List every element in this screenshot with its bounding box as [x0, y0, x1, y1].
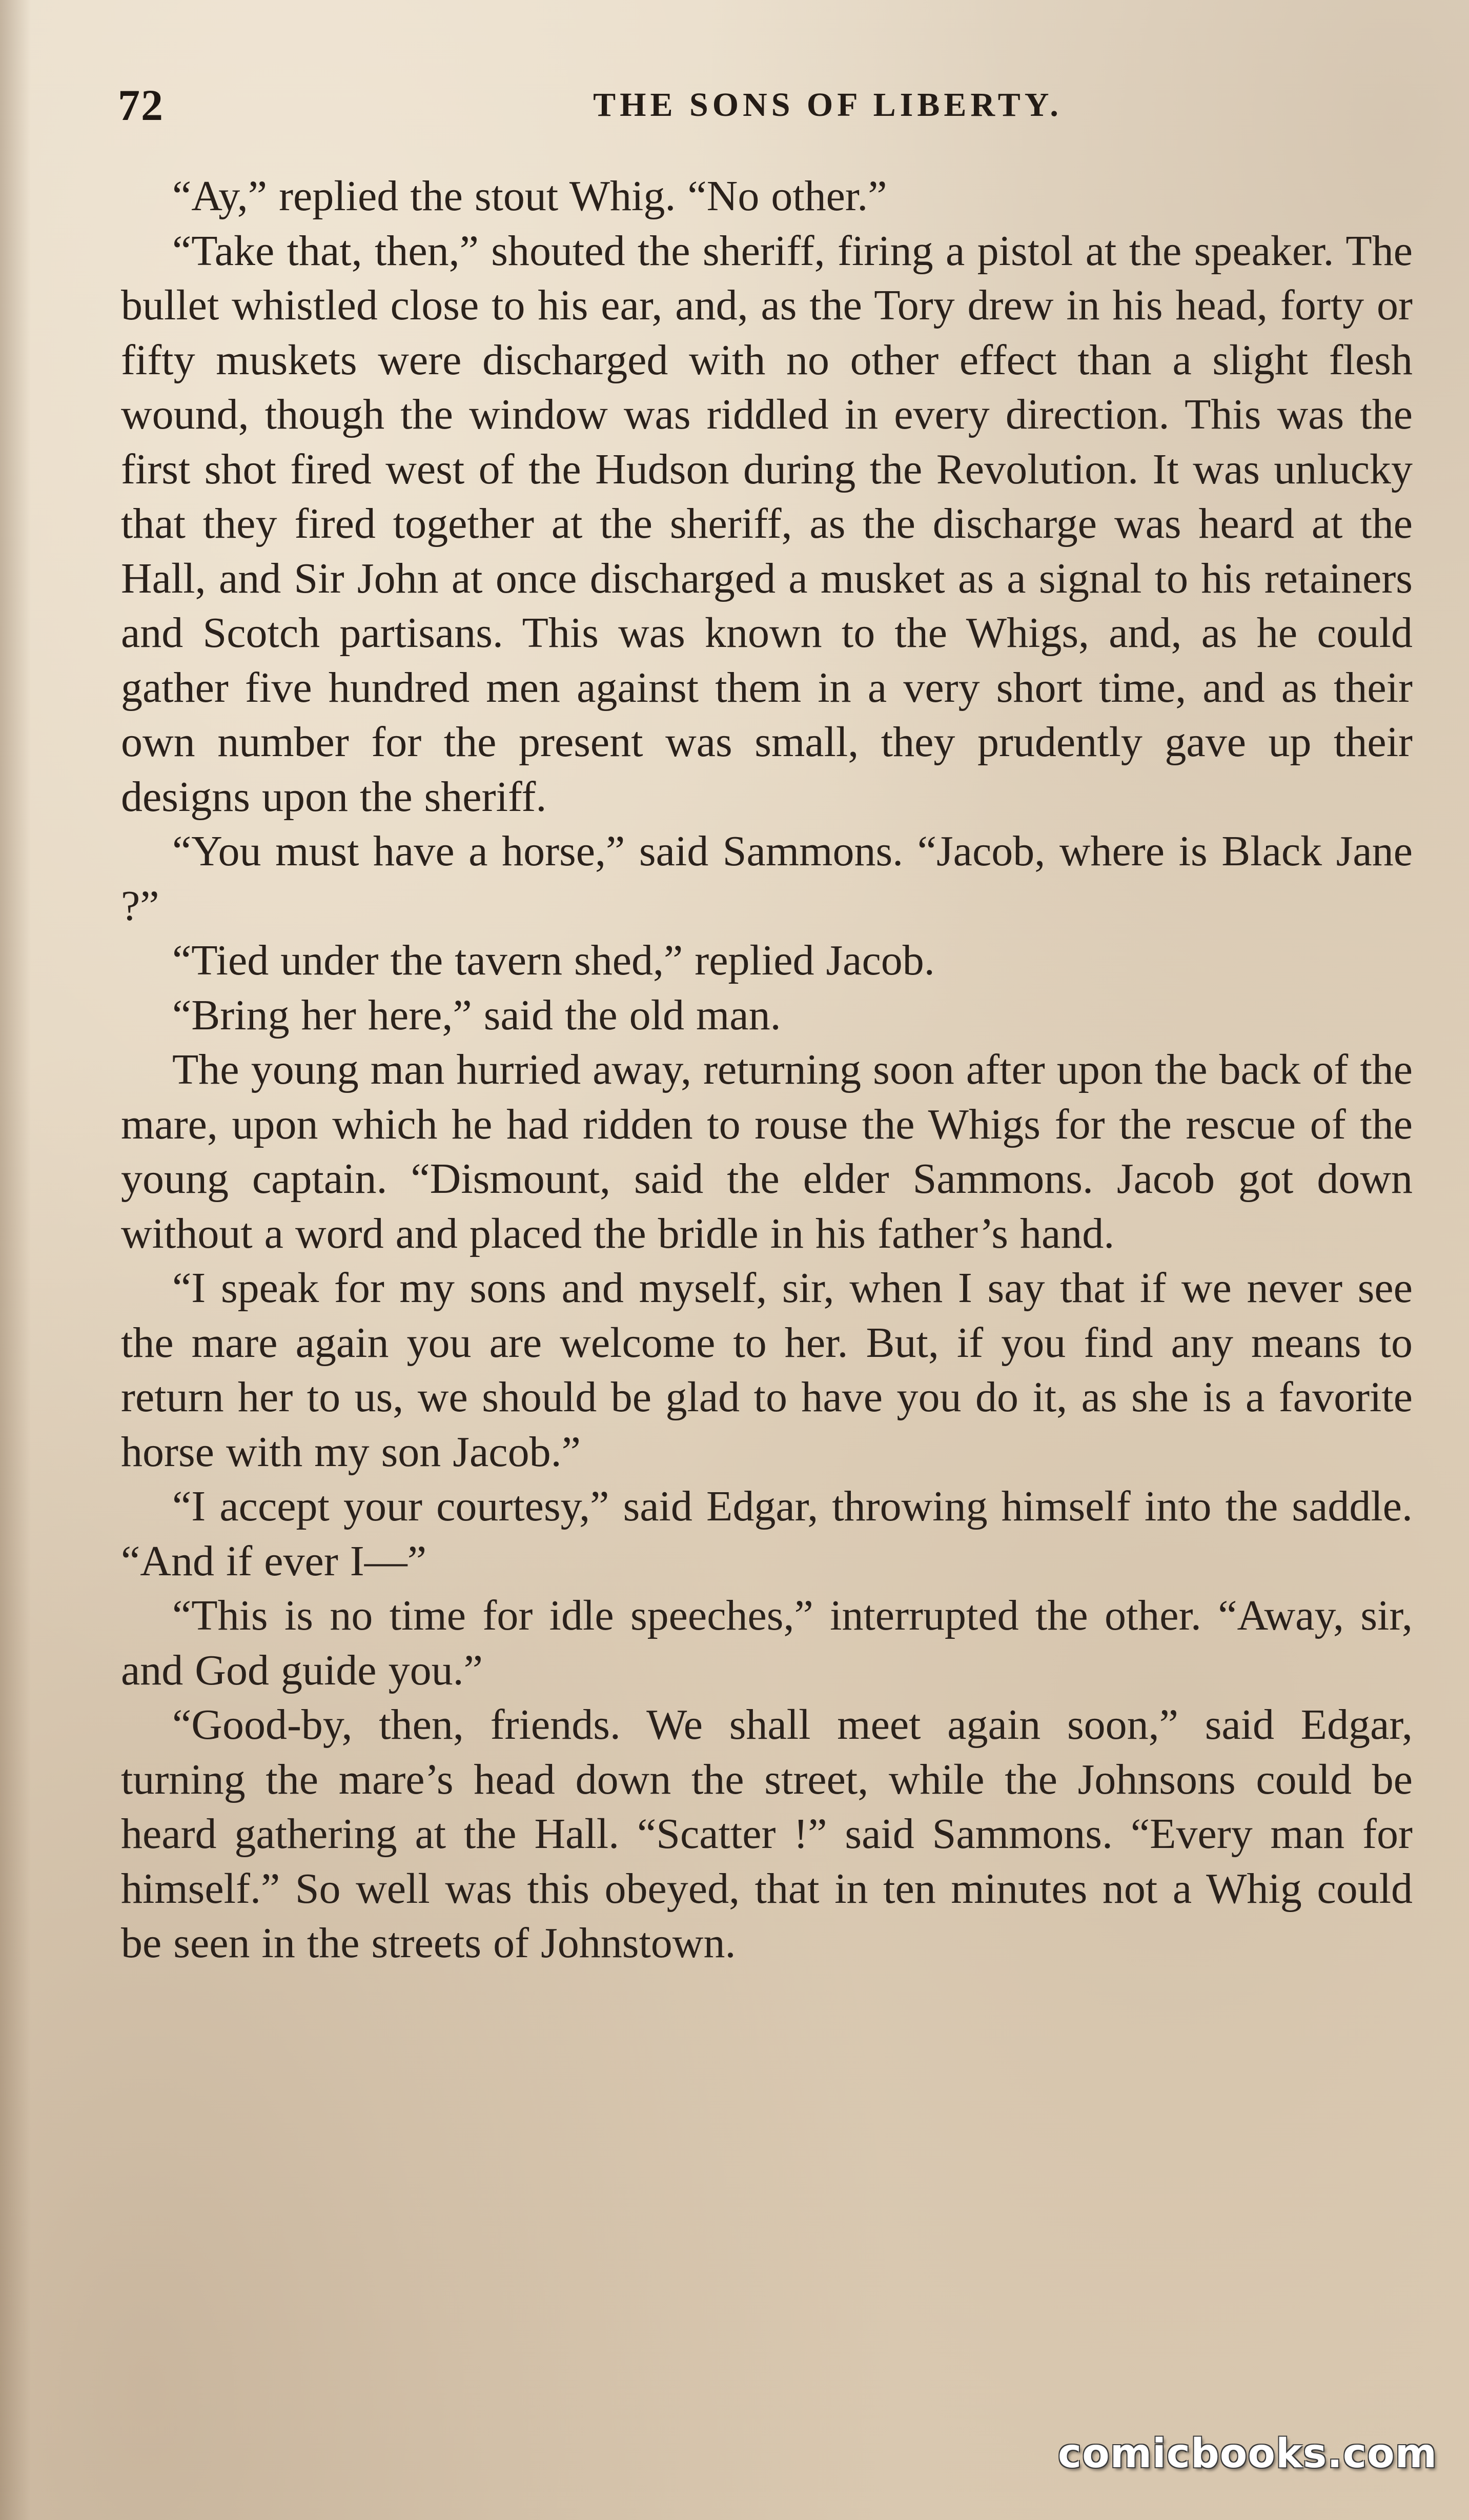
running-head: THE SONS OF LIBERTY. — [593, 86, 1063, 124]
watermark: comicbooks.com — [1057, 2431, 1437, 2477]
paragraph: “You must have a horse,” said Sammons. “Jacob, where is Black Jane ?” — [121, 827, 1413, 930]
paragraph: “Tied under the tavern shed,” replied Jacob. — [172, 937, 935, 984]
paragraph: “I accept your courtesy,” said Edgar, throwing himself into the saddle. “And if ever I—” — [121, 1482, 1413, 1585]
paragraph: “This is no time for idle speeches,” interrupted the other. “Away, sir, and God guide you.” — [121, 1592, 1413, 1694]
page-gutter-shadow — [0, 0, 31, 2520]
page-number: 72 — [118, 80, 164, 130]
paragraph: “I speak for my sons and myself, sir, when I say that if we never see the mare again you are welcome to her. But, if you find any means to return her to us, we should be glad to have you do it, as she is a favorite horse with my son Jacob.” — [121, 1264, 1413, 1476]
paragraph: “Bring her here,” said the old man. — [172, 991, 781, 1039]
paragraph: The young man hurried away, returning soon after upon the back of the mare, upon which he had ridden to rouse the Whigs for the rescue of the young captain. “Dismount, said the elder Sammons. Jacob got down without a word and placed the bridle in his father’s hand. — [121, 1046, 1413, 1257]
paragraph: “Ay,” replied the stout Whig. “No other.” — [172, 172, 887, 220]
body-text — [121, 169, 1413, 1971]
paragraph: “Good-by, then, friends. We shall meet again soon,” said Edgar, turning the mare’s head down the street, while the Johnsons could be heard gathering at the Hall. “Scatter !” said Sammons. “Every man for himself.” So well was this obeyed, that in ten minutes not a Whig could be seen in the streets of Johnstown. — [121, 1701, 1413, 1967]
page-header — [118, 72, 1410, 138]
paragraph: “Take that, then,” shouted the sheriff, firing a pistol at the speaker. The bullet whistled close to his ear, and, as the Tory drew in his head, forty or fifty muskets were discharged with no other effect than a slight flesh wound, though the window was riddled in every direction. This was the first shot fired west of the Hudson during the Revolution. It was unlucky that they fired together at the sheriff, as the discharge was heard at the Hall, and Sir John at once discharged a musket as a signal to his retainers and Scotch partisans. This was known to the Whigs, and, as he could gather five hundred men against them in a very short time, and as their own number for the present was small, they prudently gave up their designs upon the sheriff. — [121, 227, 1413, 821]
